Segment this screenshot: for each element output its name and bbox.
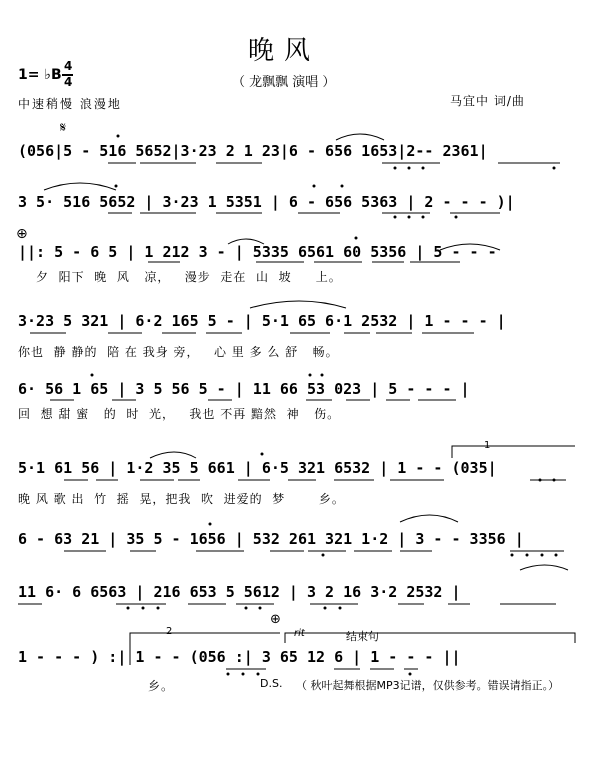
staff-row-1: (056|5 - 516 5652|3·23 2 1 23|6 - 656 1653|2-- 2361| [18,142,488,160]
staff-row-4: 3·23 5 321 | 6·2 165 5 - | 5·1 65 6·1 2532 | 1 - - - | [18,312,506,330]
transcriber-note: （ 秋叶起舞根据MP3记谱，仅供参考。错误请指正。） [296,679,560,692]
lyric-row-6: 晚 风 歌 出 竹 摇 晃，把我 吹 进爱的 梦 乡。 [18,492,345,506]
tempo-marking: 中速稍慢 浪漫地 [18,97,122,111]
singer-credit: （ 龙飘飘 演唱 ） [232,75,336,90]
coda-mark-2: ⊕ [270,612,281,627]
staff-row-5: 6· 56 1 65 | 3 5 56 5 - | 11 66 53 023 | 5 - - - | [18,380,470,398]
rit-marking: rit [294,628,305,639]
song-title: 晚风 [248,36,321,66]
ending-label: 结束句 [346,630,379,643]
staff-row-2: 3 5· 516 5652 | 3·23 1 5351 | 6 - 656 5363 | 2 - - - )| [18,193,515,211]
volta-1-label: 1 [484,440,491,451]
composer-credit: 马宜中 词/曲 [450,94,525,108]
coda-mark: ⊕ [16,226,28,242]
staff-row-7: 6 - 63 21 | 35 5 - 1656 | 532 261 321 1·2 | 3 - - 3356 | [18,530,524,548]
time-signature-top: 4 [64,59,73,73]
ds-marking: D.S. [260,677,283,690]
lyric-row-3: 夕 阳下 晚 风 凉， 漫步 走在 山 坡 上。 [36,270,342,284]
key-signature: 1= ♭B [18,67,62,83]
staff-row-3: ||: 5 - 6 5 | 1 212 3 - | 5335 6561 60 5356 | 5 - - - [18,243,497,261]
staff-row-6: 5·1 61 56 | 1·2 35 5 661 | 6·5 321 6532 | 1 - - (035| [18,459,497,477]
lyric-row-4: 你也 静 静的 陪 在 我身 旁， 心 里 多 么 舒 畅。 [18,345,339,359]
segno-mark: 𝄋 [60,120,67,136]
volta-2-label: 2 [166,626,173,637]
staff-row-8: 11 6· 6 6563 | 216 653 5 5612 | 3 2 16 3·2 2532 | [18,583,461,601]
lyric-row-5: 回 想 甜 蜜 的 时 光， 我也 不再 黯然 神 伤。 [18,407,341,421]
time-signature-bottom: 4 [64,75,73,89]
last-lyric: 乡。 [148,679,175,693]
staff-row-9: 1 - - - ) :| 1 - - (056 :| 3 65 12 6 | 1 - - - || [18,648,461,666]
